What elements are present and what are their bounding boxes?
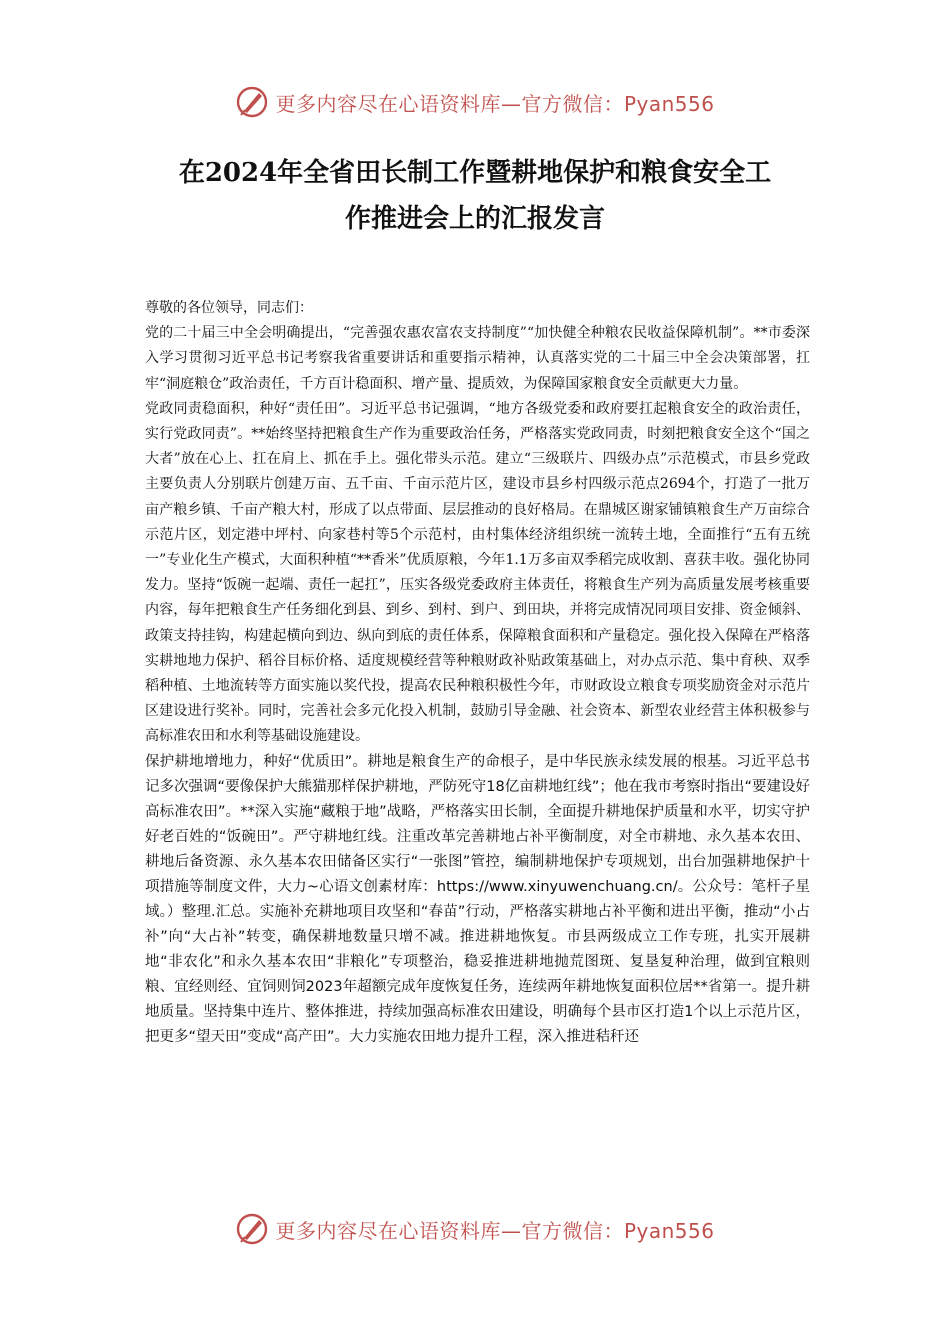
paragraph-responsibility-field: 党政同责稳面积，种好“责任田”。习近平总书记强调，“地方各级党委和政府要扛起粮食安全的政治责任，实行党政同责”。**始终坚持把粮食生产作为重要政治任务，严格落实党政同责，时刻把粮食安全这个“国之大者”放在心上、扛在肩上、抓在手上。强化带头示范。建立“三级联片、四级办点”示范模式，市县乡党政主要负责人分别联片创建万亩、五千亩、千亩示范片区，建设市县乡村四级示范点2694个，打造了一批万亩产粮乡镇、千亩产粮大村，形成了以点带面、层层推动的良好格局。在鼎城区谢家铺镇粮食生产万亩综合示范片区，划定港中坪村、向家巷村等5个示范村，由村集体经济组织统一流转土地，全面推行“五有五统一”专业化生产模式，大面积种植“**香米”优质原粮，今年1.1万多亩双季稻完成收割、喜获丰收。强化协同发力。坚持“饭碗一起端、责任一起扛”，压实各级党委政府主体责任，将粮食生产列为高质量发展考核重要内容，每年把粮食生产任务细化到县、到乡、到村、到户、到田块，并将完成情况同项目安排、资金倾斜、政策支持挂钩，构建起横向到边、纵向到底的责任体系，保障粮食面积和产量稳定。强化投入保障在严格落实耕地地力保护、稻谷目标价格、适度规模经营等种粮财政补贴政策基础上，对办点示范、集中育秧、双季稻种植、土地流转等方面实施以奖代投，提高农民种粮积极性今年，市财政设立粮食专项奖励资金对示范片区建设进行奖补。同时，完善社会多元化投入机制，鼓励引导金融、社会资本、新型农业经营主体积极参与高标准农田和水利等基础设施建设。 [145,400,810,745]
title-line-1: 在2024年全省田长制工作暨耕地保护和粮食安全工 [178,158,772,188]
banner-text: 更多内容尽在心语资料库—官方微信：Pyan556 [275,1218,715,1243]
banner-text: 更多内容尽在心语资料库—官方微信：Pyan556 [275,91,715,116]
greeting: 尊敬的各位领导，同志们： [145,300,313,316]
document-body [145,296,810,1050]
title-line-2: 作推进会上的汇报发言 [344,204,605,234]
quill-pen-logo-icon [235,1212,269,1246]
header-banner [0,80,950,124]
footer-banner [0,1207,950,1251]
paragraph-intro: 党的二十届三中全会明确提出，“完善强农惠农富农支持制度”“加快健全种粮农民收益保障机制”。**市委深入学习贯彻习近平总书记考察我省重要讲话和重要指示精神，认真落实党的二十届三中全会决策部署，扛牢“洞庭粮仓”政治责任，千方百计稳面积、增产量、提质效，为保障国家粮食安全贡献更大力量。 [145,325,810,392]
document-title [0,150,950,242]
quill-pen-logo-icon [235,85,269,119]
paragraph-quality-field: 保护耕地增地力，种好“优质田”。耕地是粮食生产的命根子，是中华民族永续发展的根基。习近平总书记多次强调“要像保护大熊猫那样保护耕地，严防死守18亿亩耕地红线”；他在我市考察时指出“要建设好高标准农田”。**深入实施“藏粮于地”战略，严格落实田长制，全面提升耕地保护质量和水平，切实守护好老百姓的“饭碗田”。严守耕地红线。注重改革完善耕地占补平衡制度，对全市耕地、永久基本农田、耕地后备资源、永久基本农田储备区实行“一张图”管控，编制耕地保护专项规划，出台加强耕地保护十项措施等制度文件，大力~心语文创素材库：https://www.xinyuwenchuang.cn/。公众号：笔杆子星域。）整理.汇总。实施补充耕地项目攻坚和“春苗”行动，严格落实耕地占补平衡和进出平衡，推动“小占补”向“大占补”转变，确保耕地数量只增不减。推进耕地恢复。市县两级成立工作专班，扎实开展耕地“非农化”和永久基本农田“非粮化”专项整治，稳妥推进耕地抛荒图斑、复垦复种治理，做到宜粮则粮、宜经则经、宜饲则饲2023年超额完成年度恢复任务，连续两年耕地恢复面积位居**省第一。提升耕地质量。坚持集中连片、整体推进，持续加强高标准农田建设，明确每个县市区打造1个以上示范片区，把更多“望天田”变成“高产田”。大力实施农田地力提升工程，深入推进秸秆还 [145,753,810,1045]
